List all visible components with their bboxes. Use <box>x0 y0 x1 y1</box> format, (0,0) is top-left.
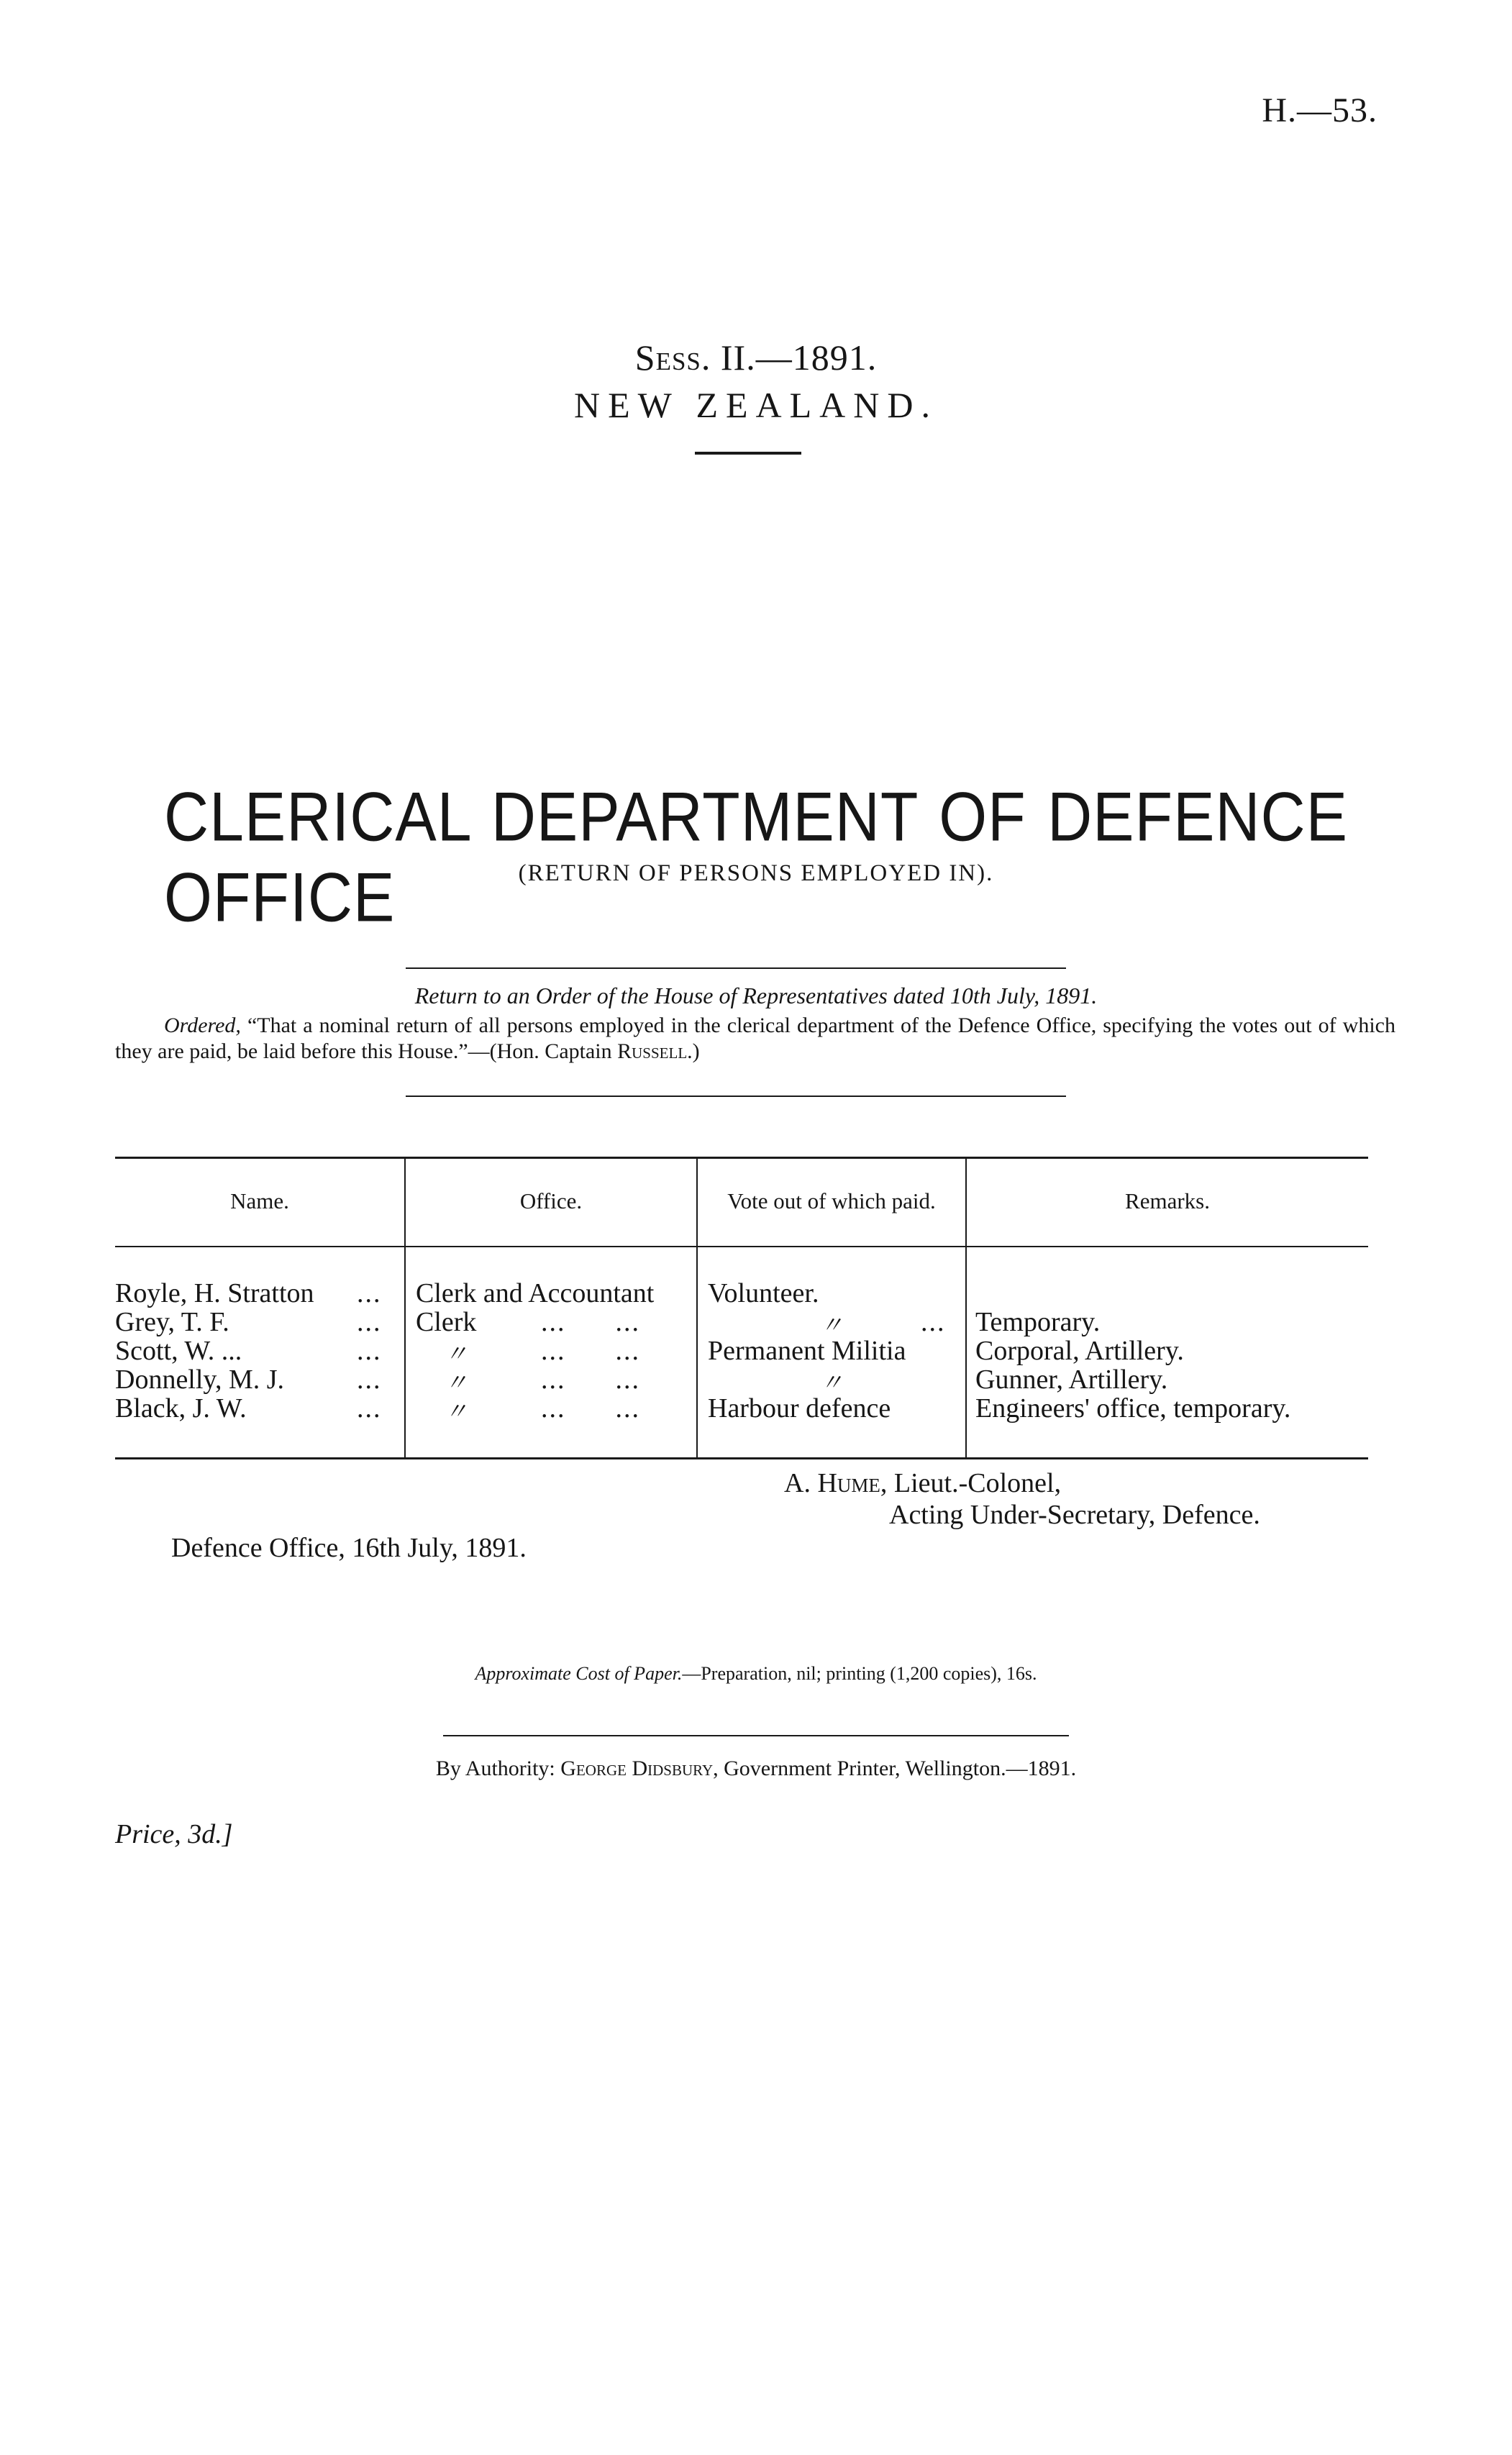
cost-label: Approximate Cost of Paper. <box>475 1663 683 1684</box>
table-row-name-dots: ... <box>357 1365 382 1395</box>
printer-authority <box>0 1757 1512 1781</box>
table-row-office-ditto: 〃 <box>445 1341 468 1367</box>
table-row-vote-dots: ... <box>921 1307 946 1337</box>
ordered-mover: Russell <box>617 1039 688 1063</box>
authority-suffix: , Government Printer, Wellington.—1891. <box>713 1757 1077 1780</box>
table-row-office-dots: ... ... <box>541 1393 640 1424</box>
price-note: Price, 3d.] <box>115 1819 233 1849</box>
table-row-office: Clerk <box>416 1307 477 1337</box>
table-row-name: Black, J. W. <box>115 1393 247 1424</box>
document-reference: H.—53. <box>1262 91 1377 129</box>
signatory-rank: , Lieut.-Colonel, <box>880 1468 1062 1498</box>
table-bottom-rule <box>115 1457 1368 1459</box>
table-row-office-dots: ... ... <box>541 1336 640 1366</box>
authority-divider <box>443 1735 1069 1736</box>
page-title: CLERICAL DEPARTMENT OF DEFENCE OFFICE <box>164 778 1348 937</box>
table-row-name-dots: ... <box>357 1307 382 1337</box>
table-row-name: Scott, W. ... <box>115 1336 242 1366</box>
session-line <box>0 337 1512 378</box>
ordered-end: .) <box>687 1039 700 1063</box>
signatory-line <box>784 1467 1061 1499</box>
table-row-vote-ditto: 〃 <box>820 1370 844 1395</box>
table-row-remarks: Corporal, Artillery. <box>975 1336 1184 1366</box>
order-bottom-divider <box>406 1096 1066 1097</box>
table-row-name-dots: ... <box>357 1393 382 1424</box>
table-row-vote: Harbour defence <box>708 1393 891 1424</box>
table-row-name: Donnelly, M. J. <box>115 1365 285 1395</box>
ordered-text: “That a nominal return of all persons employed in the clerical department of the Defence Office, specifying the votes out of which they are paid, be laid before this House.”—(Hon. Captain <box>115 1014 1395 1063</box>
ordered-paragraph <box>115 1013 1395 1065</box>
cost-note <box>0 1663 1512 1685</box>
country-name: NEW ZEALAND. <box>574 385 938 425</box>
table-row-office-ditto: 〃 <box>445 1398 468 1424</box>
column-header-office: Office. <box>519 1188 583 1213</box>
table-row-name: Grey, T. F. <box>115 1307 229 1337</box>
table-row-vote-ditto: 〃 <box>820 1312 844 1338</box>
order-heading: Return to an Order of the House of Representatives dated 10th July, 1891. <box>414 983 1098 1008</box>
signatory-surname: Hume <box>817 1468 880 1498</box>
table-row-name-dots: ... <box>357 1278 382 1308</box>
personnel-table <box>115 1157 1368 1462</box>
table-row-remarks: Engineers' office, temporary. <box>975 1393 1291 1424</box>
column-header-vote: Vote out of which paid. <box>727 1188 936 1213</box>
dateline: Defence Office, 16th July, 1891. <box>171 1533 527 1563</box>
header-divider <box>695 452 801 455</box>
signatory-initial: A. <box>784 1468 818 1498</box>
table-row-vote: Volunteer. <box>708 1278 819 1308</box>
table-row-office: Clerk and Accountant <box>416 1278 655 1308</box>
table-row-office-dots: ... ... <box>541 1365 640 1395</box>
page-subtitle: (RETURN OF PERSONS EMPLOYED IN). <box>518 860 994 886</box>
table-row-remarks: Gunner, Artillery. <box>975 1365 1168 1395</box>
table-row-office-dots: ... ... <box>541 1307 640 1337</box>
session-text: Sess. II.—1891. <box>634 337 878 378</box>
column-header-name: Name. <box>230 1188 289 1213</box>
order-top-divider <box>406 967 1066 969</box>
table-row-office-ditto: 〃 <box>445 1370 468 1395</box>
table-row-vote: Permanent Militia <box>708 1336 906 1366</box>
table-top-rule <box>115 1157 1368 1159</box>
table-row-name: Royle, H. Stratton <box>115 1278 314 1308</box>
cost-text: —Preparation, nil; printing (1,200 copies), 16s. <box>682 1663 1037 1684</box>
table-header-rule <box>115 1246 1368 1247</box>
printer-name: George Didsbury <box>560 1757 714 1780</box>
column-header-remarks: Remarks. <box>1125 1188 1210 1213</box>
signatory-role: Acting Under-Secretary, Defence. <box>889 1500 1260 1530</box>
authority-prefix: By Authority: <box>435 1757 561 1780</box>
ordered-label: Ordered, <box>164 1014 241 1037</box>
table-row-name-dots: ... <box>357 1336 382 1366</box>
table-row-remarks: Temporary. <box>975 1307 1101 1337</box>
